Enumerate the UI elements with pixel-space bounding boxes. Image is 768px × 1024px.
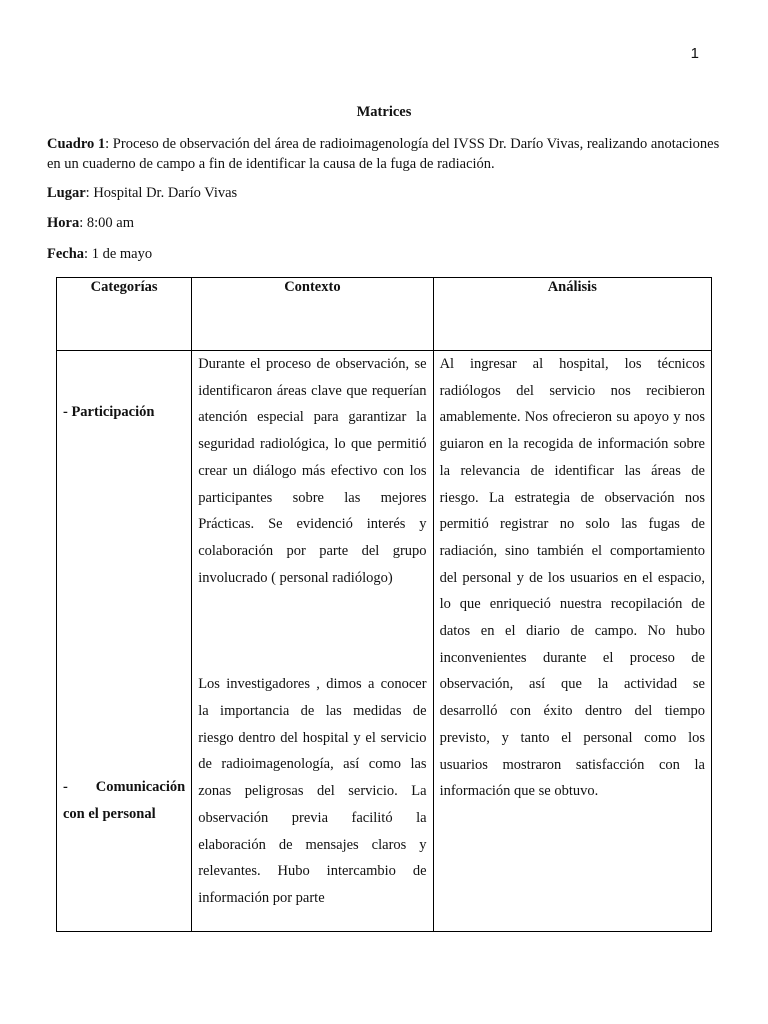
context-cell — [192, 351, 433, 932]
context-paragraph-comunicacion: Los investigadores , dimos a conocer la importancia de las medidas de riesgo dentro del hospital y el servicio de radioimagenología, así como las zonas peligrosas del servicio. La observación previa facilitó la elaboración de mensajes claros y relevantes. Hubo intercambio de información por parte — [198, 676, 427, 906]
meta-lugar — [47, 185, 721, 202]
fecha-value: : 1 de mayo — [84, 246, 153, 262]
caption-text: : Proceso de observación del área de radioimagenología del IVSS Dr. Darío Vivas, realizando anotaciones en un cuaderno de campo a fin de identificar la causa de la fuga de radiación. — [47, 136, 720, 172]
analysis-cell — [433, 351, 711, 932]
category-participacion: - Participación — [63, 404, 155, 420]
lugar-label: Lugar — [47, 185, 86, 201]
meta-fecha — [47, 246, 721, 263]
lugar-value: : Hospital Dr. Darío Vivas — [85, 185, 238, 201]
table-row — [57, 351, 712, 932]
analysis-paragraph: Al ingresar al hospital, los técnicos radiólogos del servicio nos recibieron amablemente. Nos ofrecieron su apoyo y nos guiaron en la recogida de información sobre la relevancia de identificar las áreas de riesgo. La estrategia de observación nos permitió registrar no solo las fugas de radiación, sino también el comportamiento del personal y de los usuarios en el espacio, lo que enriqueció nuestra recopilación de datos en el diario de campo. No hubo inconvenientes durante el proceso de observación, así que la actividad se desarrolló con éxito dentro del tiempo previsto, y tanto el personal como los usuarios mostraron satisfacción con la información que se obtuvo. — [439, 356, 705, 800]
categories-cell — [57, 351, 192, 932]
category-comunicacion: - Comunicación con el personal — [63, 779, 186, 822]
hora-label: Hora — [47, 215, 80, 231]
table-header-row — [57, 278, 712, 351]
header-analisis: Análisis — [433, 278, 711, 351]
caption-label: Cuadro 1 — [47, 136, 106, 152]
header-contexto: Contexto — [192, 278, 433, 351]
observation-matrix-table — [56, 277, 712, 932]
context-paragraph-participacion: Durante el proceso de observación, se identificaron áreas clave que requerían atención especial para garantizar la seguridad radiológica, lo que permitió crear un diálogo más efectivo con los participantes sobre las mejores Prácticas. Se evidenció interés y colaboración por parte del grupo involucrado ( personal radiólogo) — [198, 356, 427, 586]
hora-value: : 8:00 am — [79, 215, 134, 231]
meta-hora — [47, 215, 721, 232]
fecha-label: Fecha — [47, 246, 85, 262]
header-categorias: Categorías — [57, 278, 192, 351]
table-caption — [47, 134, 721, 174]
document-title: Matrices — [356, 104, 412, 120]
page-number: 1 — [690, 45, 699, 62]
